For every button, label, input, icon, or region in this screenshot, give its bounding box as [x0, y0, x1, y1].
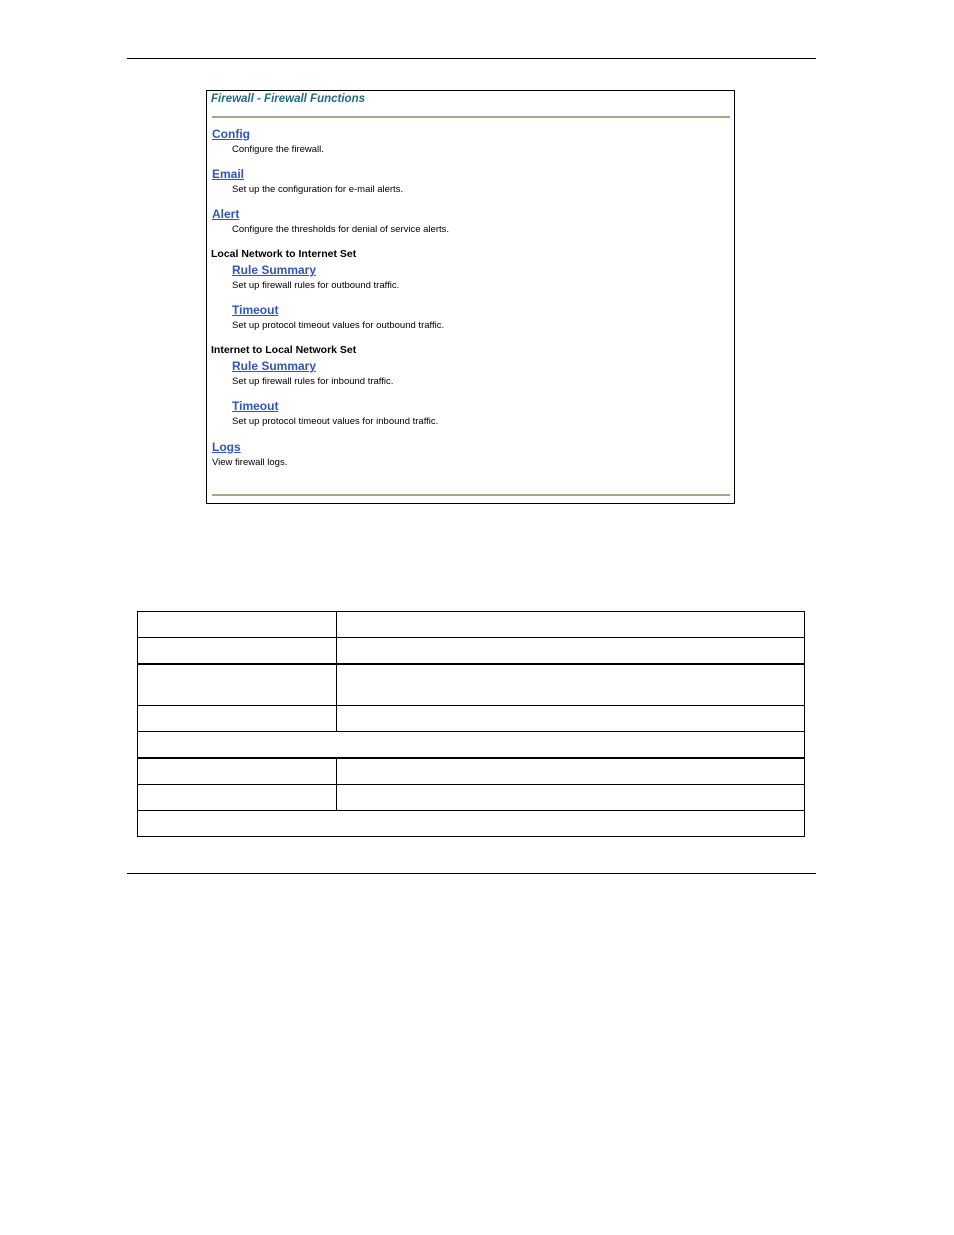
- outbound-rule-summary-link[interactable]: Rule Summary: [232, 263, 317, 277]
- inbound-timeout-link[interactable]: Timeout: [232, 399, 279, 413]
- outbound-rule-summary-description: Set up firewall rules for outbound traffic.: [232, 280, 400, 291]
- table-cell: [337, 706, 805, 732]
- table-row: [138, 758, 805, 785]
- table-cell: [337, 664, 805, 706]
- table-section-row: [138, 732, 805, 759]
- alert-link[interactable]: Alert: [212, 207, 240, 221]
- internet-to-local-heading: Internet to Local Network Set: [211, 344, 357, 356]
- table-row: [138, 612, 805, 638]
- logs-link[interactable]: Logs: [212, 440, 241, 454]
- table-cell: [138, 706, 337, 732]
- email-description: Set up the configuration for e-mail alerts.: [232, 184, 404, 195]
- inbound-timeout-description: Set up protocol timeout values for inbound traffic.: [232, 416, 439, 427]
- table-cell: [337, 758, 805, 785]
- email-link[interactable]: Email: [212, 167, 245, 181]
- outbound-timeout-link[interactable]: Timeout: [232, 303, 279, 317]
- table-row: [138, 706, 805, 732]
- table-cell: [337, 612, 805, 638]
- footer-separator: [212, 494, 730, 496]
- table-cell: [138, 638, 337, 665]
- inbound-rule-summary-link[interactable]: Rule Summary: [232, 359, 317, 373]
- table-row: [138, 732, 805, 759]
- page-footer-rule: [127, 873, 816, 874]
- alert-description: Configure the thresholds for denial of service alerts.: [232, 224, 450, 235]
- table-cell: [138, 785, 337, 811]
- title-separator: [212, 116, 730, 118]
- table-row: [138, 785, 805, 811]
- logs-description: View firewall logs.: [212, 457, 288, 468]
- page-header-rule: [127, 58, 816, 59]
- panel-title: Firewall - Firewall Functions: [211, 93, 365, 105]
- config-description: Configure the firewall.: [232, 144, 324, 155]
- table-row: [138, 638, 805, 665]
- table-cell: [337, 638, 805, 665]
- table-cell: [138, 758, 337, 785]
- table-cell: [138, 612, 337, 638]
- table-section-row: [138, 811, 805, 837]
- table-row: [138, 811, 805, 837]
- inbound-rule-summary-description: Set up firewall rules for inbound traffic.: [232, 376, 394, 387]
- config-link[interactable]: Config: [212, 127, 250, 141]
- table-cell: [337, 785, 805, 811]
- table-cell: [138, 664, 337, 706]
- table-row: [138, 664, 805, 706]
- local-to-internet-heading: Local Network to Internet Set: [211, 248, 357, 260]
- outbound-timeout-description: Set up protocol timeout values for outbound traffic.: [232, 320, 445, 331]
- field-description-table: [137, 611, 805, 837]
- firewall-functions-panel: [206, 90, 735, 504]
